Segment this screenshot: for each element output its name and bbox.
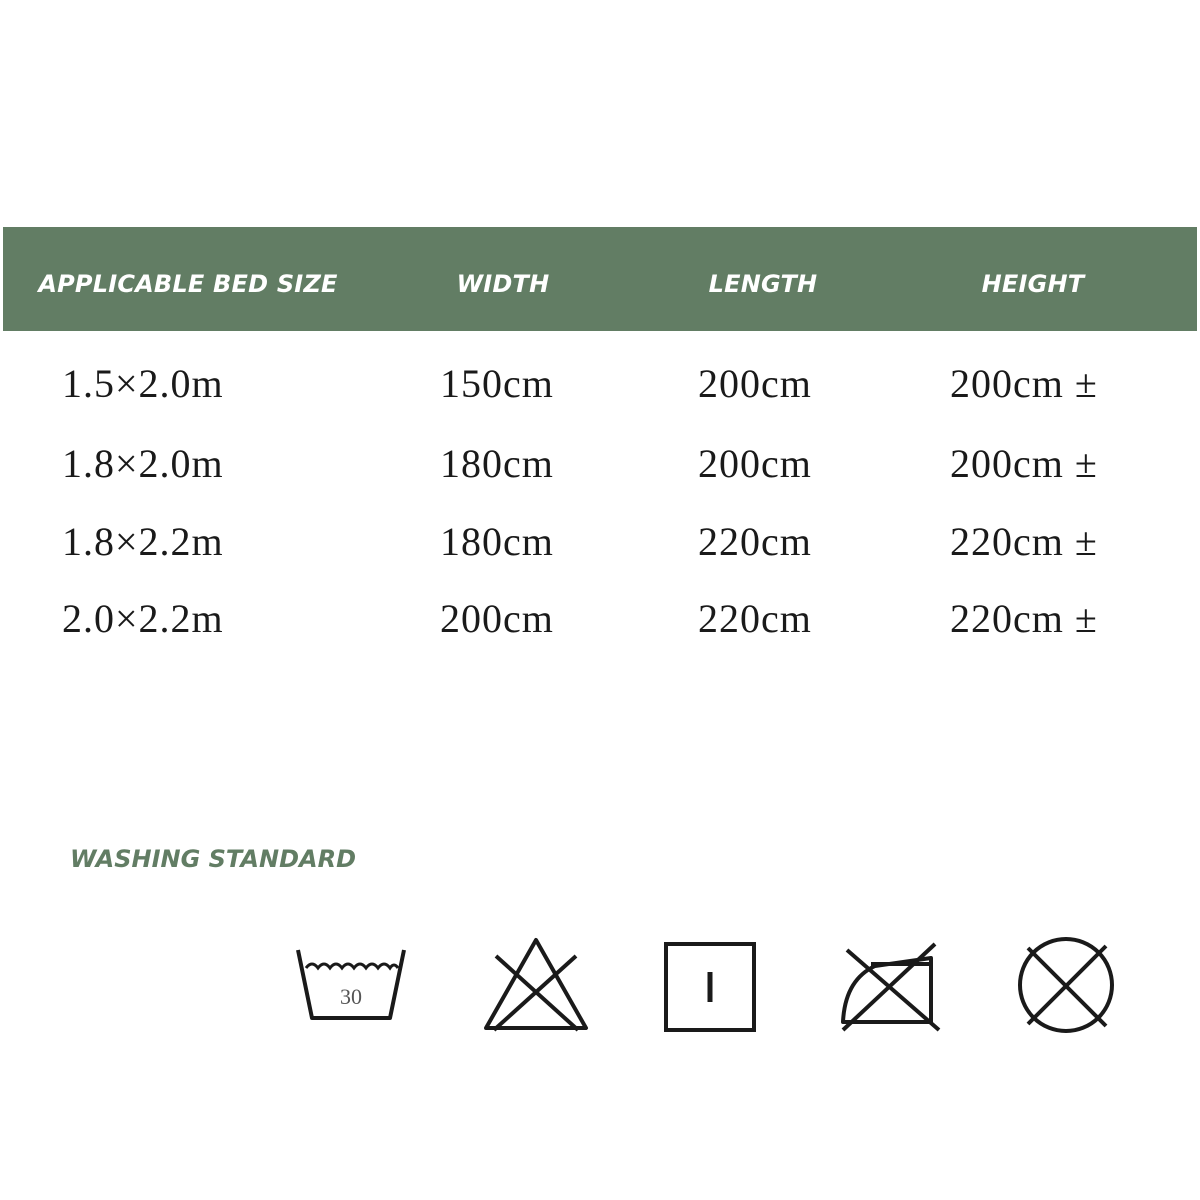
header-bed-size: APPLICABLE BED SIZE [38,270,338,298]
wash-30-icon [292,930,412,1030]
wash-temperature-label: 30 [340,984,362,1009]
no-bleach-icon [478,930,598,1040]
width-cell: 150cm [440,361,554,406]
table-row [0,360,1200,420]
height-cell: 220cm ± [950,596,1098,641]
height-cell: 220cm ± [950,519,1098,564]
table-row [0,595,1200,655]
width-cell: 180cm [440,441,554,486]
table-row [0,518,1200,578]
header-height: HEIGHT [981,270,1085,298]
table-header [3,227,1197,331]
length-cell: 200cm [698,441,812,486]
no-iron-icon [835,930,945,1040]
bed-size-cell: 1.8×2.0m [62,441,224,486]
bed-size-cell: 1.8×2.2m [62,519,224,564]
length-cell: 220cm [698,519,812,564]
height-cell: 200cm ± [950,441,1098,486]
tumble-dry-line-icon [660,930,760,1040]
width-cell: 180cm [440,519,554,564]
header-length: LENGTH [708,270,818,298]
no-dry-clean-icon [1012,930,1122,1040]
table-row [0,440,1200,500]
washing-standard-title: WASHING STANDARD [70,845,356,873]
length-cell: 200cm [698,361,812,406]
length-cell: 220cm [698,596,812,641]
bed-size-cell: 1.5×2.0m [62,361,224,406]
height-cell: 200cm ± [950,361,1098,406]
width-cell: 200cm [440,596,554,641]
header-width: WIDTH [456,270,550,298]
bed-size-cell: 2.0×2.2m [62,596,224,641]
